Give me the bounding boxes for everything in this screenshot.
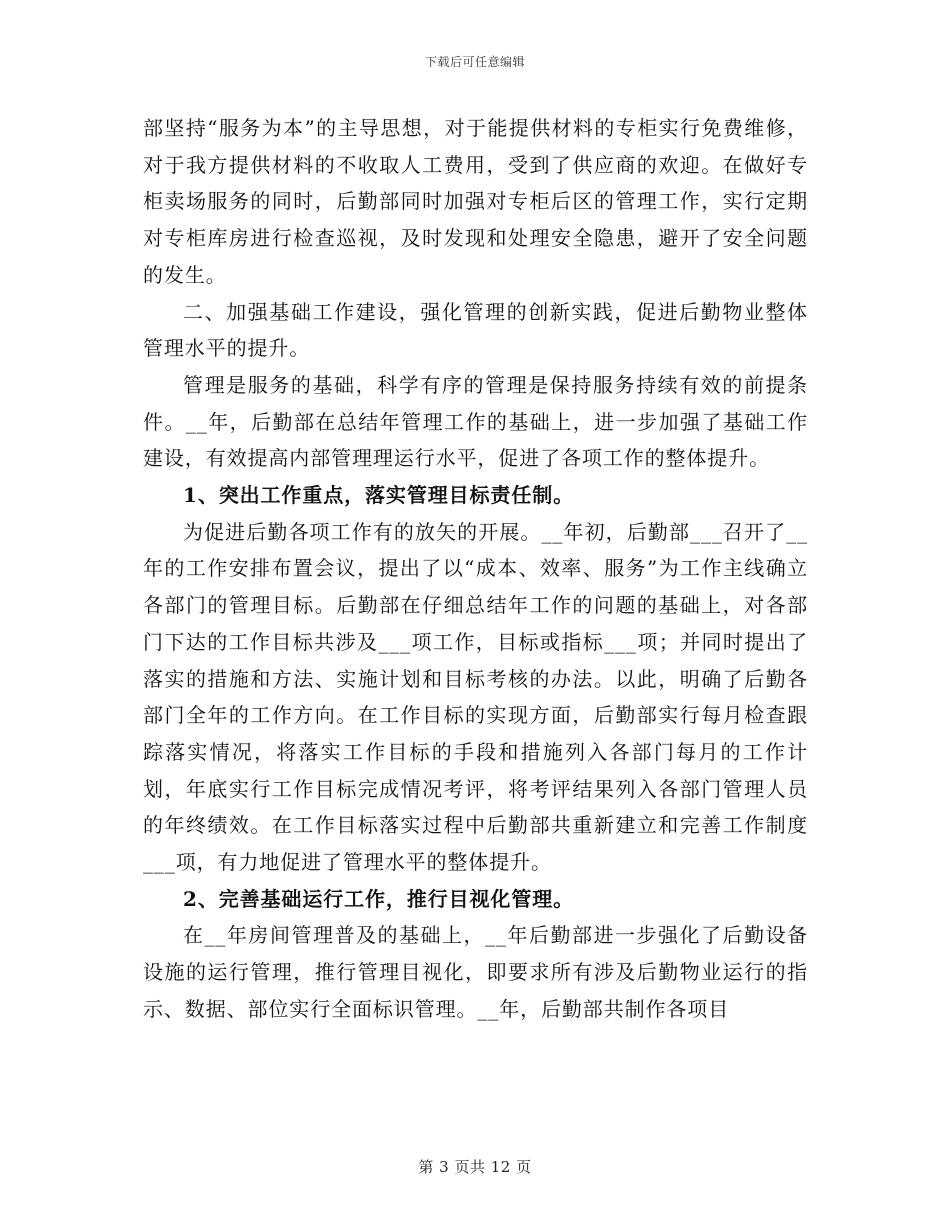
paragraph-management-basis: 管理是服务的基础，科学有序的管理是保持服务持续有效的前提条件。__年，后勤部在总结年管理工作的基础上，进一步加强了基础工作建设，有效提高内部管理理运行水平，促进了各项工作的整体提升。 [143, 372, 808, 471]
paragraph-visual-management: 在__年房间管理普及的基础上，__年后勤部进一步强化了后勤设备设施的运行管理，推行管理目视化，即要求所有涉及后勤物业运行的指示、数据、部位实行全面标识管理。__年，后勤部共制作各项目 [143, 923, 808, 1021]
subheading-2: 2、完善基础运行工作，推行目视化管理。 [183, 886, 575, 911]
page-number: 第 3 页共 12 页 [418, 1158, 532, 1176]
paragraph-target-responsibility: 为促进后勤各项工作有的放矢的开展。__年初，后勤部___召开了__年的工作安排布置会议，提出了以“成本、效率、服务”为工作主线确立各部门的管理目标。后勤部在仔细总结年工作的问题的基础上，对各部门下达的工作目标共涉及___项工作，目标或指标___项；并同时提出了落实的措施和方法、实施计划和目标考核的办法。以此，明确了后勤各部门全年的工作方向。在工作目标的实现方面，后勤部实行每月检查跟踪落实情况，将落实工作目标的手段和措施列入各部门每月的工作计划，年底实行工作目标完成情况考评，将考评结果列入各部门管理人员的年终绩效。在工作目标落实过程中后勤部共重新建立和完善工作制度___项，有力地促进了管理水平的整体提升。 [143, 519, 808, 875]
page-header: 下载后可任意编辑 [424, 55, 525, 69]
section-heading-2: 二、加强基础工作建设，强化管理的创新实践，促进后勤物业整体管理水平的提升。 [143, 299, 808, 361]
paragraph-continuation: 部坚持“服务为本”的主导思想，对于能提供材料的专柜实行免费维修，对于我方提供材料的不收取人工费用，受到了供应商的欢迎。在做好专柜卖场服务的同时，后勤部同时加强对专柜后区的管理工作，实行定期对专柜库房进行检查巡视，及时发现和处理安全隐患，避开了安全问题的发生。 [143, 116, 808, 287]
subheading-1: 1、突出工作重点，落实管理目标责任制。 [183, 483, 575, 508]
document-body [143, 110, 808, 1028]
